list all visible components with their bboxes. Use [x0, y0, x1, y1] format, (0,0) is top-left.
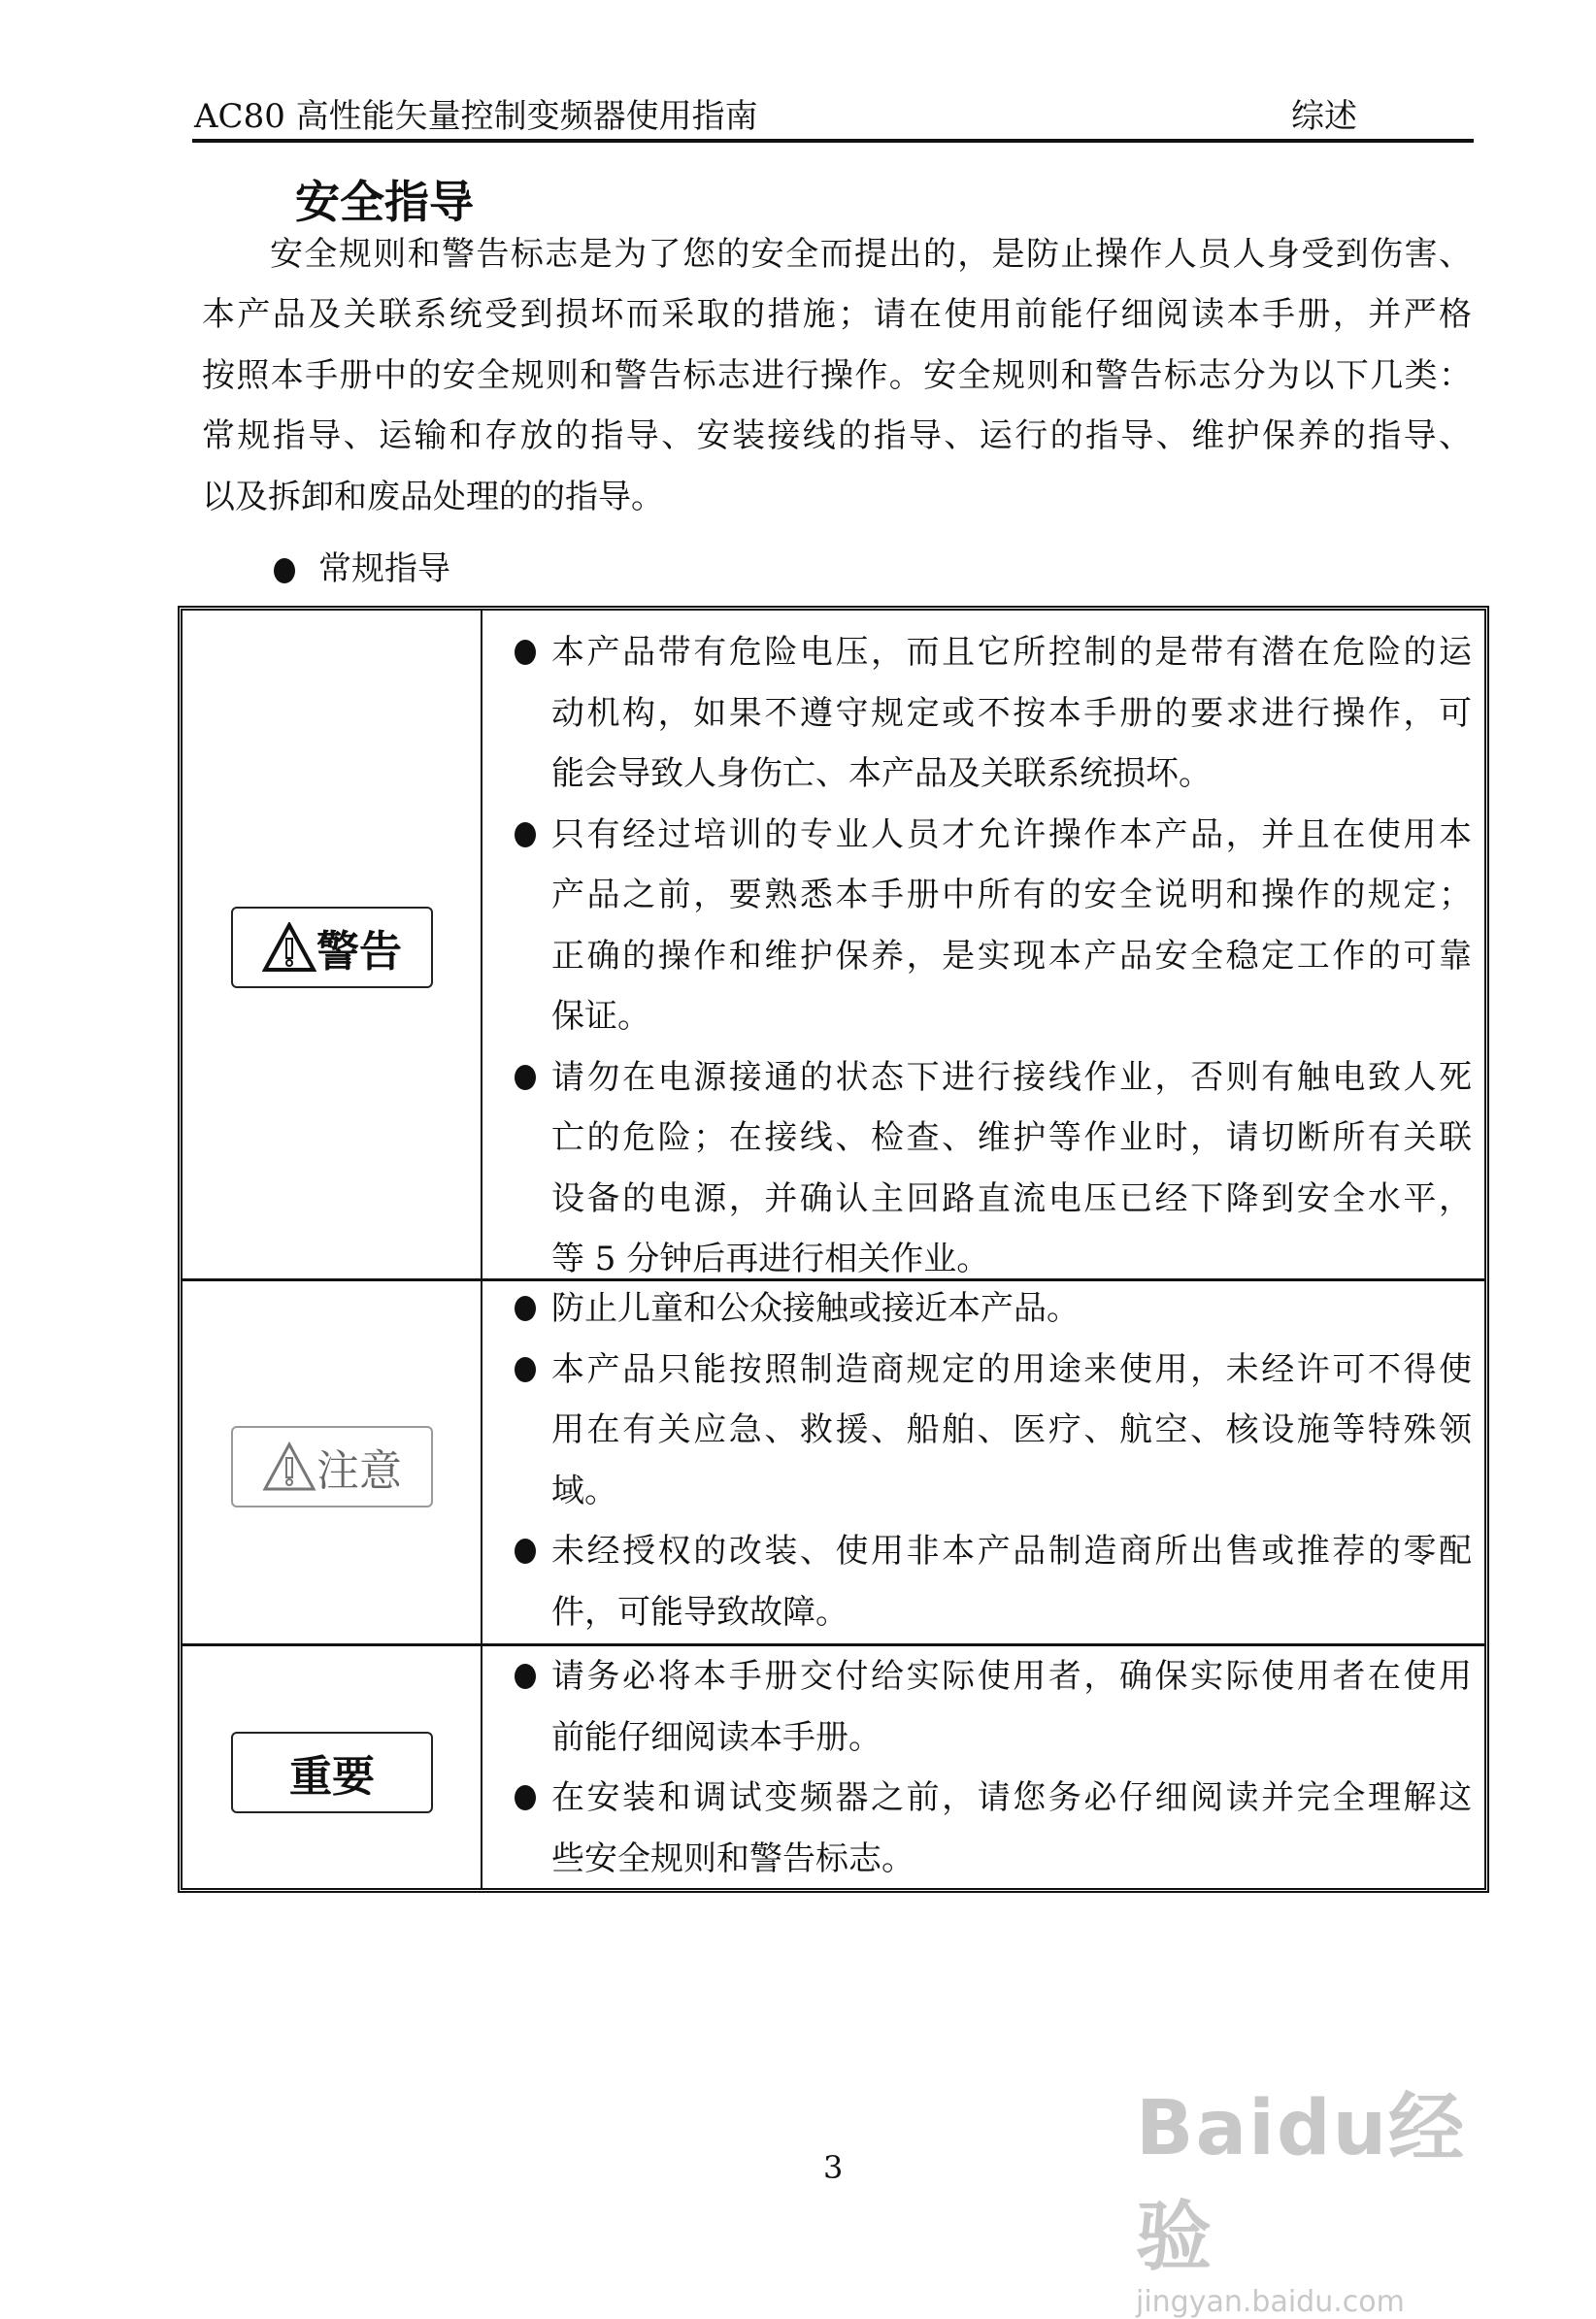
- intro-line: 本产品及关联系统受到损坏而采取的措施；请在使用前能仔细阅读本手册，并严格: [202, 295, 1472, 334]
- warning-label: 警告: [316, 927, 402, 977]
- caution-item-line: 未经授权的改装、使用非本产品制造商所出售或推荐的零配: [551, 1532, 1472, 1571]
- baidu-watermark: [1136, 2068, 1505, 2319]
- important-item-line: 些安全规则和警告标志。: [551, 1839, 914, 1878]
- warning-item-line: 等 5 分钟后再进行相关作业。: [551, 1240, 990, 1278]
- warning-item-line: 正确的操作和维护保养，是实现本产品安全稳定工作的可靠: [551, 936, 1472, 976]
- intro-line: 按照本手册中的安全规则和警告标志进行操作。安全规则和警告标志分为以下几类：: [202, 356, 1472, 395]
- safety-table: [178, 606, 1489, 1893]
- header-rule: [192, 139, 1474, 143]
- intro-line: 常规指导、运输和存放的指导、安装接线的指导、运行的指导、维护保养的指导、: [202, 416, 1472, 455]
- warning-item-line: 请勿在电源接通的状态下进行接线作业，否则有触电致人死: [551, 1057, 1472, 1097]
- warning-item-line: 动机构，如果不遵守规定或不按本手册的要求进行操作，可: [551, 693, 1472, 733]
- bullet-icon: [515, 822, 536, 847]
- warning-item-line: 亡的危险；在接线、检查、维护等作业时，请切断所有关联: [551, 1118, 1472, 1157]
- caution-item-line: 域。: [551, 1471, 617, 1510]
- caution-item-line: 本产品只能按照制造商规定的用途来使用，未经许可不得使: [551, 1349, 1472, 1389]
- general-guidance-label: 常规指导: [318, 549, 450, 588]
- caution-item-line: 用在有关应急、救援、船舶、医疗、航空、核设施等特殊领: [551, 1410, 1472, 1449]
- bullet-icon: [515, 1664, 536, 1689]
- bullet-icon: [515, 1539, 536, 1564]
- header-title: AC80 高性能矢量控制变频器使用指南: [194, 97, 758, 136]
- caution-badge: [231, 1426, 433, 1507]
- intro-line: 安全规则和警告标志是为了您的安全而提出的，是防止操作人员人身受到伤害、: [270, 235, 1472, 274]
- warning-item-line: 产品之前，要熟悉本手册中所有的安全说明和操作的规定；: [551, 876, 1472, 914]
- general-guidance-bullet: [274, 539, 450, 599]
- bullet-icon: [515, 1785, 536, 1810]
- bullet-icon: [274, 558, 295, 583]
- watermark-url: jingyan.baidu.com: [1136, 2285, 1405, 2319]
- intro-line: 以及拆卸和废品处理的的指导。: [202, 478, 664, 516]
- page-number: 3: [823, 2149, 844, 2186]
- warning-triangle-icon: [262, 922, 316, 973]
- page-title: 安全指导: [295, 176, 474, 228]
- caution-item-line: 防止儿童和公众接触或接近本产品。: [551, 1289, 1080, 1328]
- warning-item-line: 设备的电源，并确认主回路直流电压已经下降到安全水平，: [551, 1178, 1472, 1218]
- important-item-line: 请务必将本手册交付给实际使用者，确保实际使用者在使用: [551, 1657, 1472, 1696]
- warning-item-line: 本产品带有危险电压，而且它所控制的是带有潜在危险的运: [551, 633, 1472, 672]
- caution-label: 注意: [316, 1446, 402, 1496]
- bullet-icon: [515, 1357, 536, 1382]
- warning-item-line: 能会导致人身伤亡、本产品及关联系统损坏。: [551, 754, 1212, 793]
- bullet-icon: [515, 1296, 536, 1321]
- caution-item-line: 件，可能导致故障。: [551, 1592, 848, 1632]
- column-divider: [481, 611, 482, 1888]
- watermark-logo: Baidu经验: [1136, 2085, 1467, 2281]
- important-label: 重要: [289, 1752, 375, 1802]
- header-section: 综述: [1291, 97, 1357, 136]
- warning-badge: [231, 907, 433, 988]
- caution-triangle-icon: [262, 1441, 316, 1492]
- warning-item-line: 保证。: [551, 997, 650, 1036]
- important-badge: [231, 1732, 433, 1813]
- warning-item-line: 只有经过培训的专业人员才允许操作本产品，并且在使用本: [551, 814, 1472, 854]
- bullet-icon: [515, 640, 536, 665]
- important-item-line: 在安装和调试变频器之前，请您务必仔细阅读并完全理解这: [551, 1778, 1472, 1817]
- bullet-icon: [515, 1065, 536, 1090]
- important-item-line: 前能仔细阅读本手册。: [551, 1717, 881, 1757]
